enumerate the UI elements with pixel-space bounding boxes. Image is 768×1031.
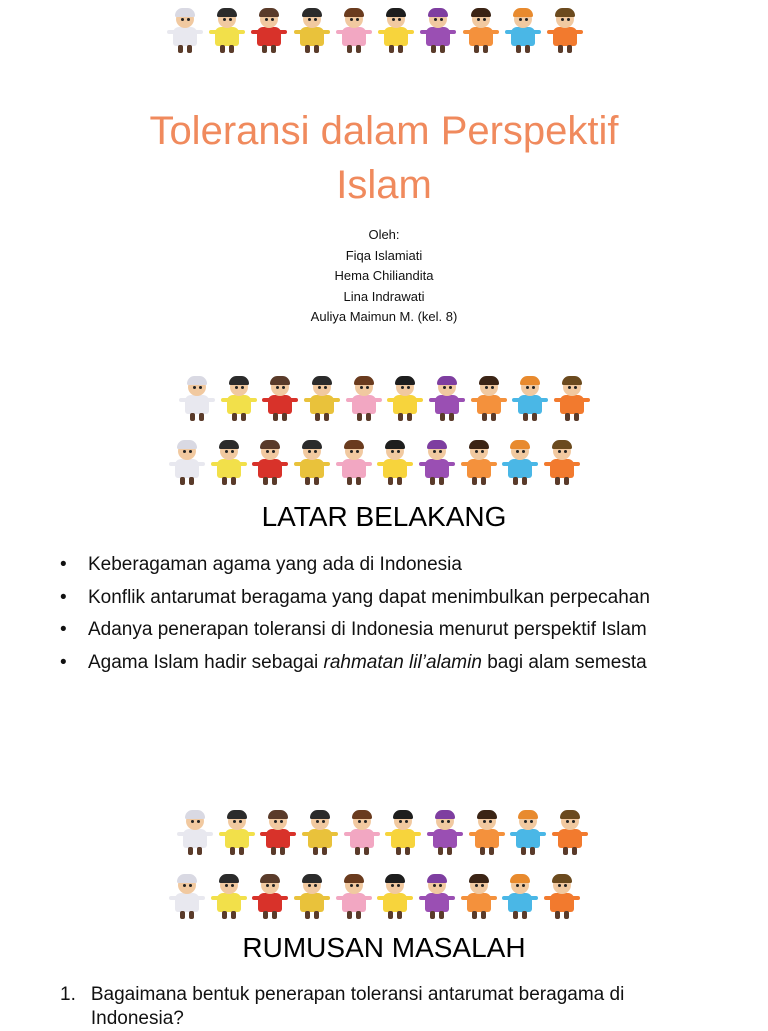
bullet-text-italic: rahmatan lil’alamin <box>323 651 482 673</box>
child-figure-icon <box>180 810 210 856</box>
bullet-text: Agama Islam hadir sebagai <box>88 651 324 673</box>
child-figure-icon <box>464 874 494 920</box>
child-figure-icon <box>297 874 327 920</box>
child-figure-icon <box>547 440 577 486</box>
child-figure-icon <box>505 874 535 920</box>
child-figure-icon <box>255 440 285 486</box>
child-figure-icon <box>515 376 545 422</box>
child-figure-icon <box>182 376 212 422</box>
child-figure-icon <box>388 810 418 856</box>
child-figure-icon <box>472 810 502 856</box>
child-figure-icon <box>474 376 504 422</box>
bullet-item <box>60 647 650 680</box>
child-figure-icon <box>222 810 252 856</box>
child-figure-icon <box>170 8 200 54</box>
child-figure-icon <box>422 874 452 920</box>
child-figure-icon <box>555 810 585 856</box>
bullet-item <box>60 549 650 582</box>
bullet-icon: • <box>60 554 67 575</box>
child-figure-icon <box>466 8 496 54</box>
bullet-item <box>60 614 650 647</box>
author-name: Fiqa Islamiati <box>345 247 423 263</box>
child-figure-icon <box>307 376 337 422</box>
child-figure-icon <box>380 874 410 920</box>
child-figure-icon <box>381 8 411 54</box>
child-figure-icon <box>265 376 295 422</box>
item-text: Bagaimana bentuk penerapan toleransi antarumat beragama di Indonesia? <box>90 984 625 1029</box>
child-figure-icon <box>255 874 285 920</box>
children-banner-4 <box>180 806 585 856</box>
page-title <box>0 104 768 212</box>
child-figure-icon <box>422 440 452 486</box>
bullet-list <box>60 549 650 679</box>
child-figure-icon <box>550 8 580 54</box>
author-name: Lina Indrawati <box>343 288 425 304</box>
child-figure-icon <box>224 376 254 422</box>
child-figure-icon <box>172 874 202 920</box>
children-banner-5 <box>172 870 577 920</box>
credits <box>0 225 768 328</box>
child-figure-icon <box>263 810 293 856</box>
child-figure-icon <box>214 874 244 920</box>
child-figure-icon <box>254 8 284 54</box>
child-figure-icon <box>297 8 327 54</box>
bullet-text: Konflik antarumat beragama yang dapat menimbulkan perpecahan <box>88 586 650 608</box>
children-banner-2 <box>182 372 587 422</box>
child-figure-icon <box>212 8 242 54</box>
bullet-item <box>60 582 650 615</box>
bullet-text: bagi alam semesta <box>481 651 647 673</box>
children-banner-3 <box>172 436 577 486</box>
child-figure-icon <box>305 810 335 856</box>
child-figure-icon <box>547 874 577 920</box>
child-figure-icon <box>214 440 244 486</box>
credits-label: Oleh: <box>368 227 400 242</box>
child-figure-icon <box>557 376 587 422</box>
child-figure-icon <box>339 440 369 486</box>
child-figure-icon <box>347 810 377 856</box>
child-figure-icon <box>505 440 535 486</box>
child-figure-icon <box>423 8 453 54</box>
author-name: Auliya Maimun M. (kel. 8) <box>310 309 458 325</box>
child-figure-icon <box>339 8 369 54</box>
bullet-text: Keberagaman agama yang ada di Indonesia <box>88 554 462 575</box>
page-title-text: Toleransi dalam Perspektif Islam <box>149 109 619 207</box>
bullet-text: Adanya penerapan toleransi di Indonesia menurut perspektif Islam <box>88 619 647 640</box>
child-figure-icon <box>339 874 369 920</box>
children-banner-1 <box>170 4 580 54</box>
child-figure-icon <box>172 440 202 486</box>
child-figure-icon <box>297 440 327 486</box>
section-heading-rumusan-masalah: RUMUSAN MASALAH <box>242 932 526 963</box>
child-figure-icon <box>513 810 543 856</box>
child-figure-icon <box>390 376 420 422</box>
child-figure-icon <box>508 8 538 54</box>
child-figure-icon <box>464 440 494 486</box>
child-figure-icon <box>432 376 462 422</box>
item-number: 1. <box>60 984 76 1005</box>
bullet-icon: • <box>60 619 67 640</box>
child-figure-icon <box>349 376 379 422</box>
bullet-icon: • <box>60 651 67 673</box>
child-figure-icon <box>380 440 410 486</box>
slide-title <box>0 0 768 360</box>
bullet-icon: • <box>60 586 67 608</box>
section-heading-latar-belakang: LATAR BELAKANG <box>261 501 507 532</box>
child-figure-icon <box>430 810 460 856</box>
author-name: Hema Chiliandita <box>334 268 434 284</box>
